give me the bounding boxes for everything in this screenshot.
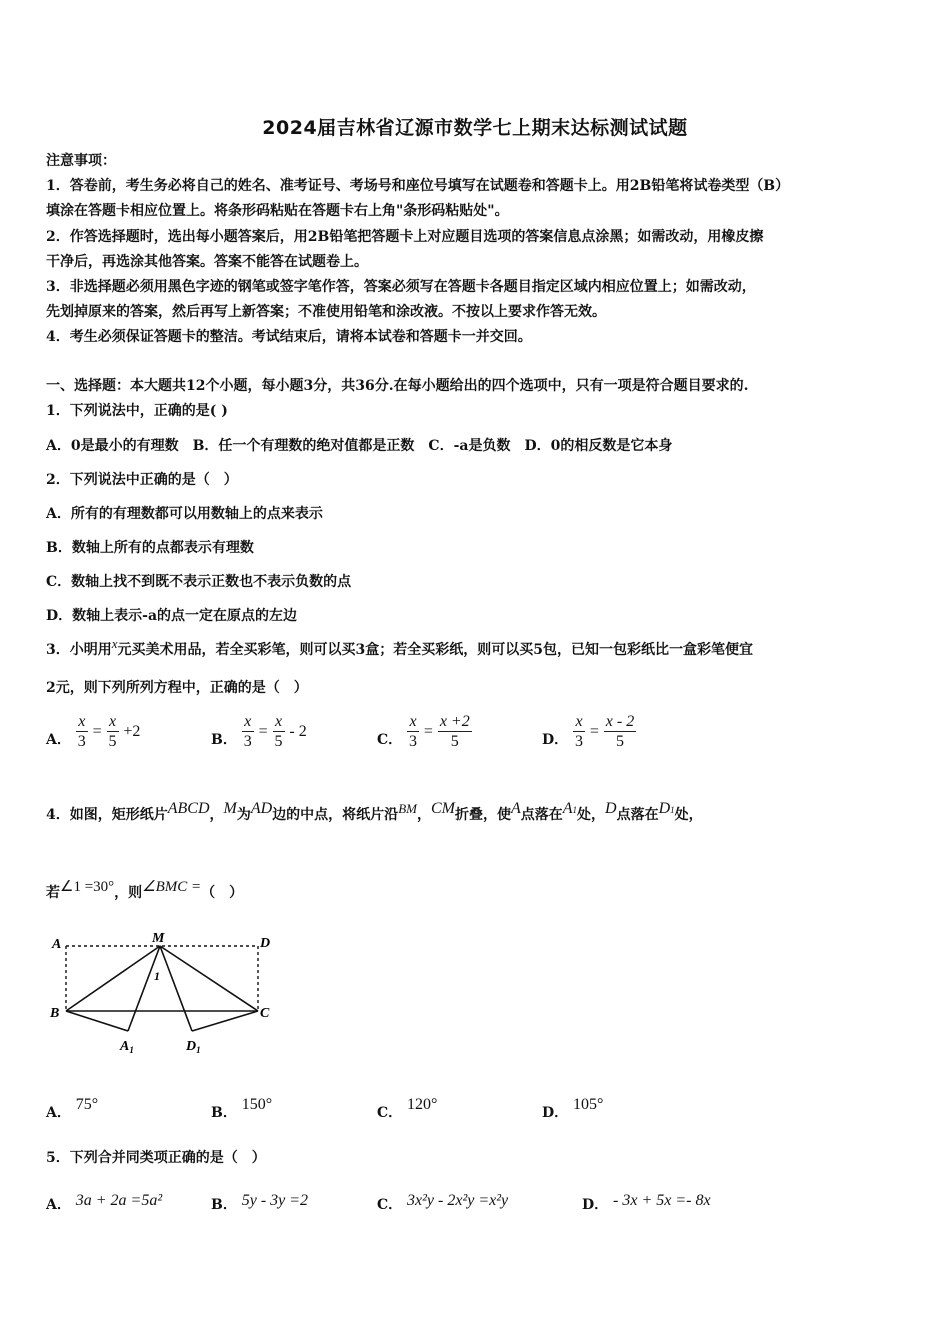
- question-5-option-d: [582, 1182, 711, 1214]
- label-M: M: [152, 931, 165, 946]
- notes-heading: 注意事项：: [46, 153, 116, 169]
- option-expression: 5y - 3y =2: [241, 1192, 309, 1209]
- question-5-option-b: [211, 1182, 308, 1214]
- fraction: $\frac{x}{3}$: [409, 713, 418, 750]
- folded-rectangle-figure: [46, 928, 286, 1058]
- math-M: M: [223, 800, 237, 817]
- question-3-stem-part: 元买美术用品，若全买彩笔，则可以买3盒；若全买彩纸，则可以买5包，已知一包彩纸比一盒彩笔便宜: [117, 642, 754, 658]
- option-expression: 3a + 2a =5a²: [75, 1192, 163, 1209]
- option-value: 105°: [573, 1096, 604, 1113]
- notes-line: 1．答卷前，考生务必将自己的姓名、准考证号、考场号和座位号填写在试题卷和答题卡上。用2B铅笔将试卷类型（B）: [46, 178, 790, 194]
- question-2-option-c: C．数轴上找不到既不表示正数也不表示负数的点: [46, 574, 352, 590]
- question-3-stem-part: 3．小明用: [46, 642, 112, 658]
- option-label: A．: [46, 1197, 71, 1213]
- edge-BA1: [66, 1011, 128, 1031]
- question-4-option-a: [46, 1088, 98, 1122]
- question-2-option-a: A．所有的有理数都可以用数轴上的点来表示: [46, 506, 323, 522]
- stem-text: 点落在: [520, 807, 563, 823]
- question-3-stem: [46, 636, 754, 660]
- label-C: C: [260, 1006, 270, 1021]
- question-3-variable: x: [111, 636, 118, 651]
- stem-text: 4．如图，矩形纸片: [46, 807, 168, 823]
- option-label: C．: [377, 1105, 403, 1121]
- page-title: 2024届吉林省辽源市数学七上期末达标测试试题: [262, 117, 688, 139]
- option-value: 75°: [75, 1096, 99, 1113]
- edge-MD1: [160, 946, 192, 1031]
- stem-text: 处，: [577, 807, 606, 823]
- fraction: $\frac{x}{3}$: [243, 713, 252, 750]
- option-label: B．: [211, 1197, 237, 1213]
- question-4-option-d: [542, 1088, 603, 1122]
- question-3-option-a: [46, 712, 140, 751]
- equals-sign: =: [258, 722, 268, 740]
- question-1-options: A．0是最小的有理数 B．任一个有理数的绝对值都是正数 C．-a是负数 D．0的相反数是它本身: [46, 438, 673, 454]
- stem-text: ，则: [114, 885, 143, 901]
- notes-line: 填涂在答题卡相应位置上。将条形码粘贴在答题卡右上角"条形码粘贴处"。: [46, 203, 509, 219]
- question-4-stem: [46, 802, 703, 829]
- math-D: D: [605, 800, 617, 817]
- math-ABCD: ABCD: [167, 800, 210, 817]
- math-CM: CM: [430, 800, 455, 817]
- option-label: A．: [46, 1105, 71, 1121]
- stem-text: 点落在: [616, 807, 659, 823]
- stem-text: 若: [46, 885, 60, 901]
- question-1-stem: 1．下列说法中，正确的是( ): [46, 403, 228, 419]
- option-value: 120°: [407, 1096, 438, 1113]
- math-angle-BMC: ∠BMC =: [142, 879, 202, 895]
- option-expression: - 3x + 5x =- 8x: [613, 1192, 711, 1209]
- stem-text: 处，: [674, 807, 703, 823]
- notes-line: 2．作答选择题时，选出每小题答案后，用2B铅笔把答题卡上对应题目选项的答案信息点涂黑；如需改动，用橡皮擦: [46, 229, 764, 245]
- question-4-option-c: [377, 1088, 437, 1122]
- label-A: A: [52, 937, 62, 952]
- equals-sign: =: [589, 722, 599, 740]
- notes-line: 干净后，再选涂其他答案。答案不能答在试题卷上。: [46, 254, 368, 270]
- option-label: A．: [46, 731, 71, 748]
- fraction: $\frac{x}{3}$: [575, 713, 584, 750]
- question-4-option-b: [211, 1088, 272, 1122]
- label-angle-1: 1: [154, 969, 160, 983]
- equation-tail: - 2: [289, 722, 307, 740]
- question-3-stem-cont: 2元，则下列所列方程中，正确的是（ ）: [46, 680, 308, 696]
- notes-line: 4．考生必须保证答题卡的整洁。考试结束后，请将本试卷和答题卡一并交回。: [46, 329, 532, 345]
- stem-text: 边的中点，将纸片沿: [272, 807, 399, 823]
- math-A1: A1: [562, 800, 578, 817]
- fraction: $\frac{x}{5}$: [274, 713, 283, 750]
- option-value: 150°: [241, 1096, 273, 1113]
- label-B: B: [50, 1006, 60, 1021]
- math-AD: AD: [250, 800, 273, 817]
- option-label: D．: [542, 731, 569, 748]
- stem-text: ，: [209, 807, 224, 823]
- fold-CM: [160, 946, 258, 1011]
- question-2-option-d: D．数轴上表示-a的点一定在原点的左边: [46, 608, 298, 624]
- option-label: C．: [377, 731, 403, 748]
- question-2-stem: 2．下列说法中正确的是（ ）: [46, 472, 238, 488]
- fraction: $\frac{x - 2}{5}$: [605, 713, 635, 750]
- edge-MA1: [128, 946, 160, 1031]
- equals-sign: =: [423, 722, 433, 740]
- fraction: $\frac{x}{5}$: [108, 713, 117, 750]
- stem-text: 为: [236, 807, 251, 823]
- notes-line: 先划掉原来的答案，然后再写上新答案；不准使用铅笔和涂改液。不按以上要求作答无效。: [46, 304, 606, 320]
- fold-BM: [66, 946, 160, 1011]
- label-A1: $A_1$: [120, 1039, 134, 1055]
- question-5-option-c: [377, 1182, 508, 1214]
- stem-text: 折叠，使: [454, 807, 511, 823]
- label-D: D: [260, 936, 271, 951]
- option-label: C．: [377, 1197, 403, 1213]
- math-angle-1: ∠1 =30°: [60, 879, 115, 895]
- label-D1: $D_1$: [186, 1039, 201, 1055]
- section-heading: 一、选择题：本大题共12个小题，每小题3分，共36分.在每小题给出的四个选项中，只有一项是符合题目要求的.: [46, 378, 749, 394]
- equals-sign: =: [92, 722, 102, 740]
- fraction: $\frac{x}{3}$: [77, 713, 86, 750]
- math-A: A: [510, 800, 521, 817]
- question-3-option-b: [211, 712, 307, 751]
- option-label: D．: [582, 1197, 609, 1213]
- question-2-option-b: B．数轴上所有的点都表示有理数: [46, 540, 254, 556]
- question-5-option-a: [46, 1182, 162, 1214]
- math-BM: BM: [398, 801, 417, 816]
- stem-text: （ ）: [201, 885, 244, 901]
- edge-CD1: [192, 1011, 258, 1031]
- option-label: B．: [211, 1105, 237, 1121]
- option-expression: 3x²y - 2x²y =x²y: [407, 1192, 509, 1209]
- equation-tail: +2: [123, 722, 141, 740]
- option-label: D．: [542, 1105, 569, 1121]
- option-label: B．: [211, 731, 237, 748]
- stem-text: ，: [416, 807, 431, 823]
- math-D1: D1: [658, 800, 675, 817]
- question-5-stem: 5．下列合并同类项正确的是（ ）: [46, 1150, 266, 1166]
- notes-line: 3．非选择题必须用黑色字迹的钢笔或签字笔作答，答案必须写在答题卡各题目指定区域内相应位置上；如需改动，: [46, 279, 756, 295]
- question-3-option-d: [542, 712, 636, 751]
- question-3-option-c: [377, 712, 472, 751]
- question-4-stem-cont: [46, 880, 243, 906]
- fraction: $\frac{x +2}{5}$: [439, 713, 470, 750]
